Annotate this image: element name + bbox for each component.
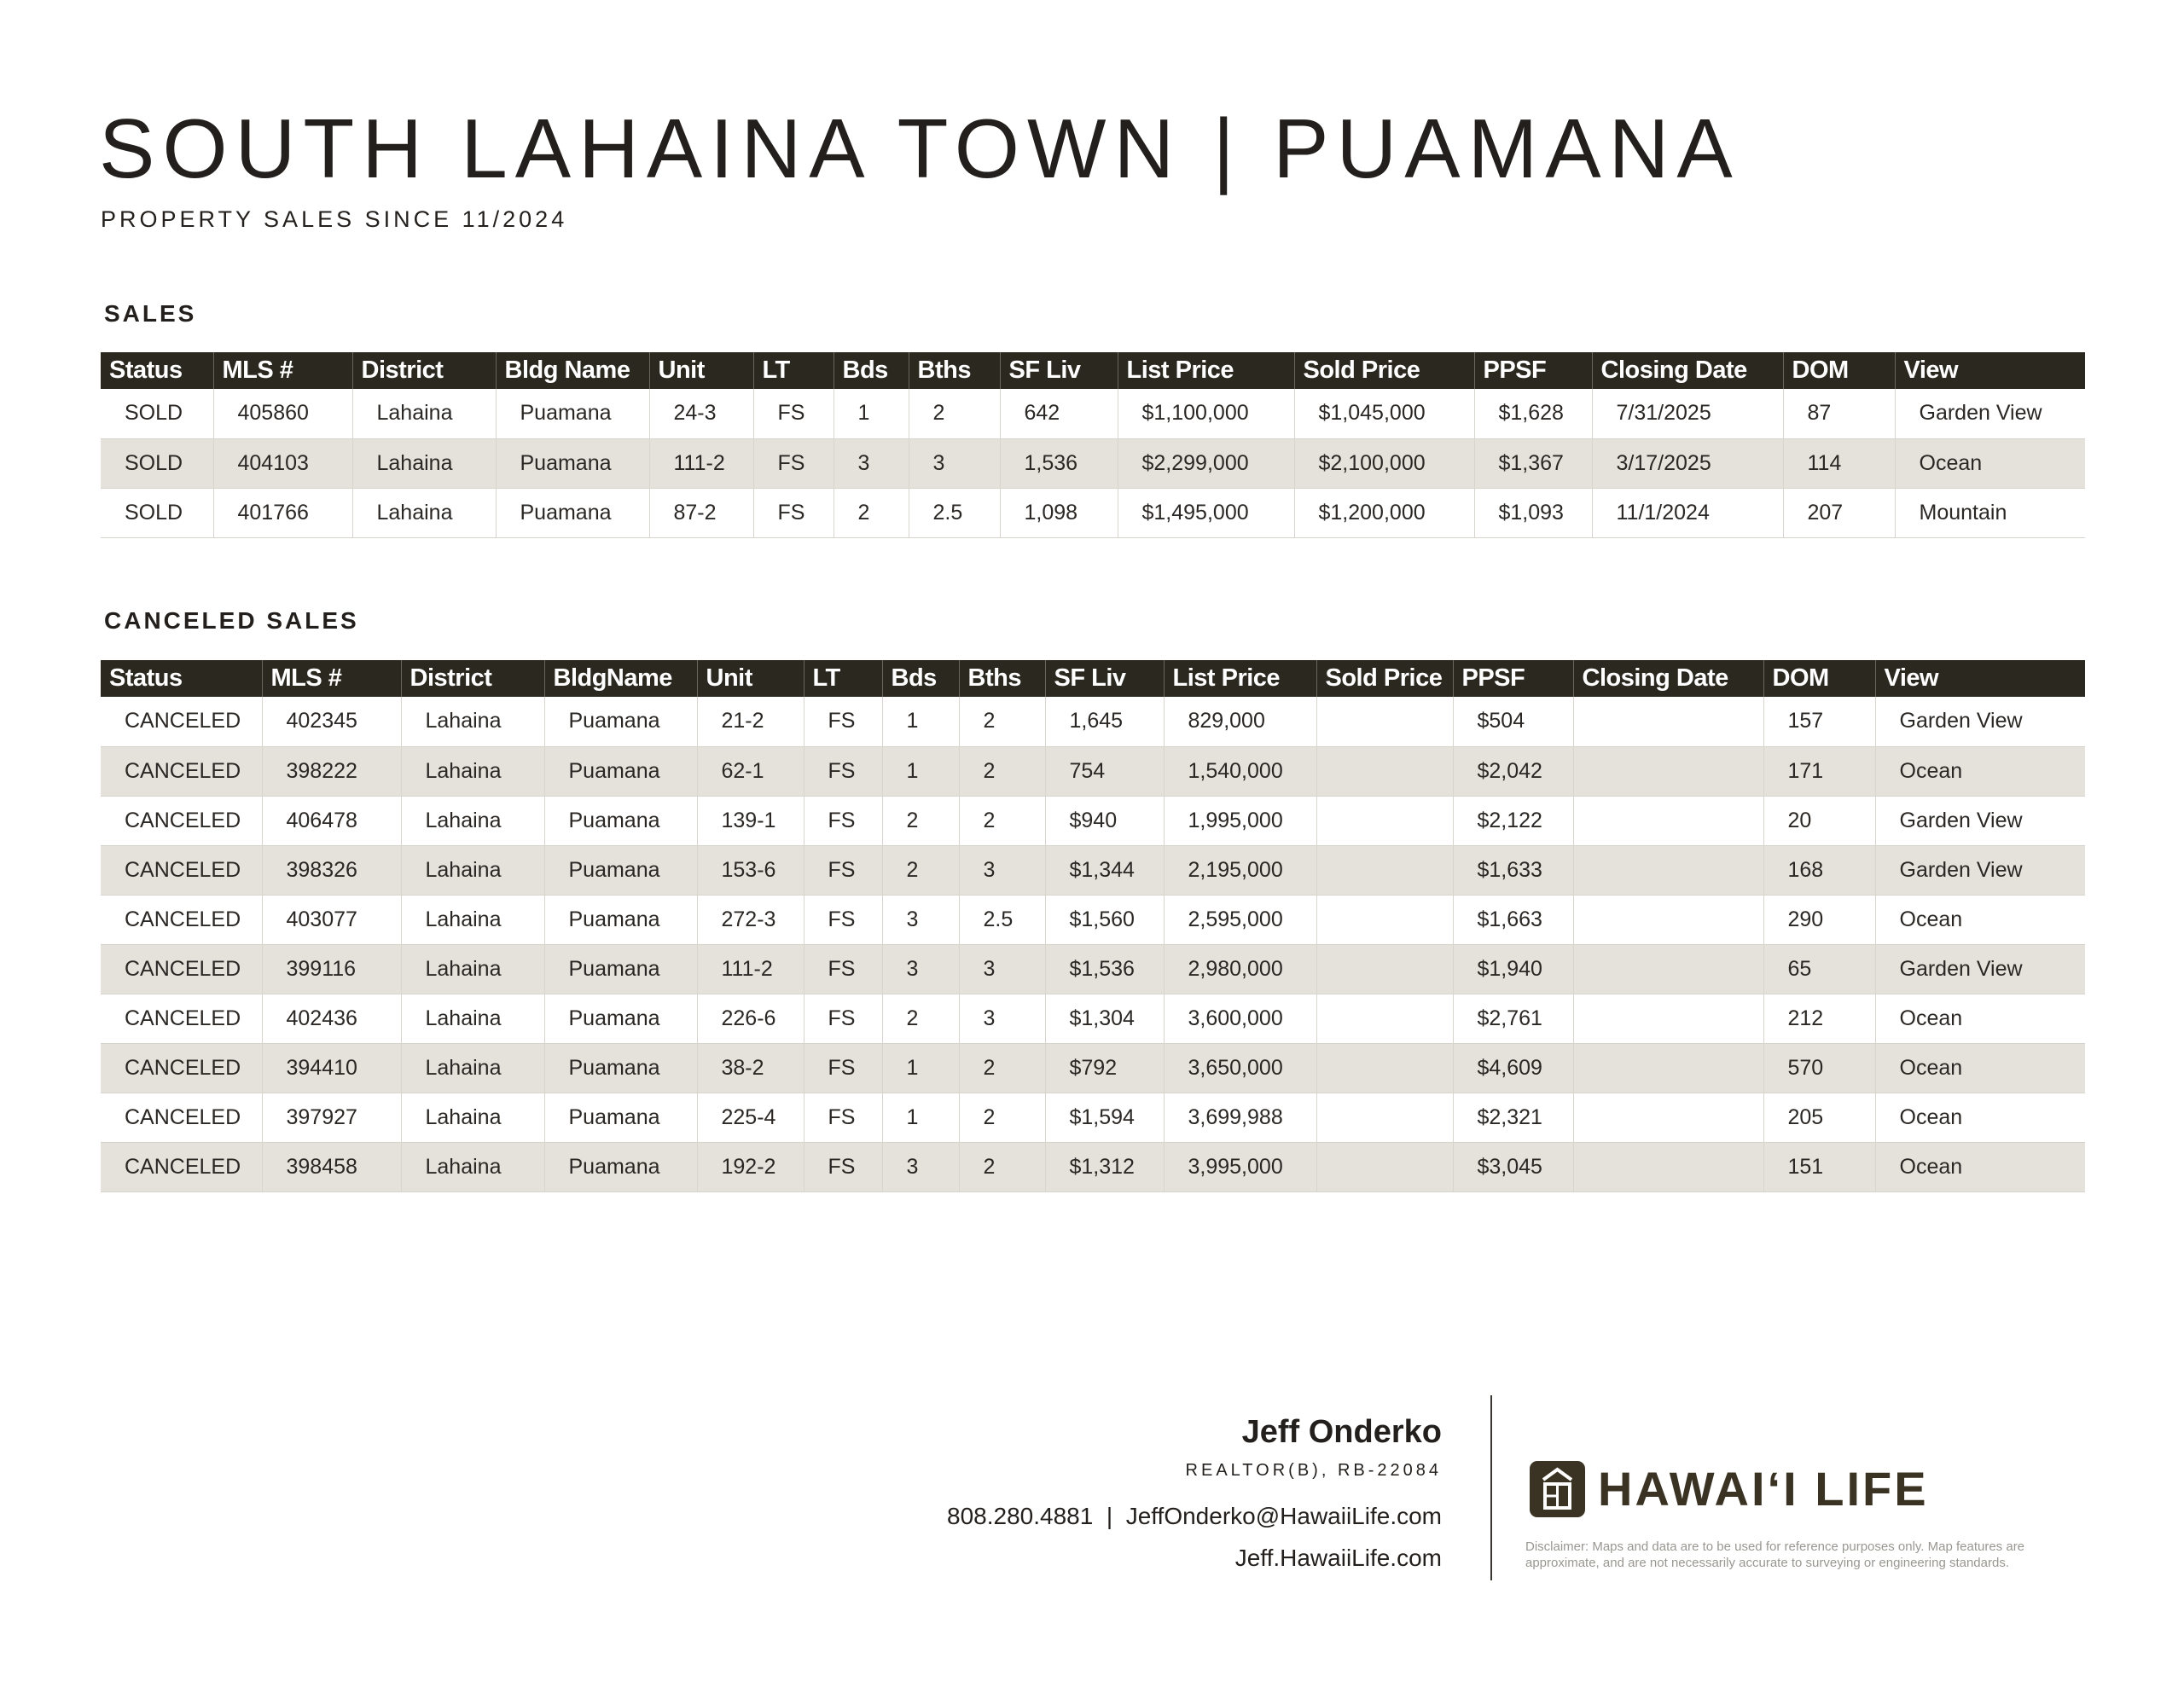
table-cell [1316, 1043, 1453, 1093]
hawaii-life-house-icon [1530, 1461, 1585, 1517]
table-row [101, 389, 2085, 438]
table-cell: $1,093 [1474, 488, 1592, 537]
table-cell: Lahaina [401, 1043, 544, 1093]
table-cell: $2,761 [1453, 994, 1573, 1043]
table-cell: 404103 [213, 438, 352, 488]
table-cell: Puamana [544, 944, 697, 994]
table-cell: 3 [882, 1142, 959, 1191]
table-cell: 1,995,000 [1164, 796, 1316, 845]
canceled-section-title: CANCELED SALES [104, 607, 359, 634]
agent-name: Jeff Onderko [1241, 1414, 1442, 1450]
table-cell: $792 [1045, 1043, 1164, 1093]
table-row [101, 796, 2085, 845]
table-cell: $4,609 [1453, 1043, 1573, 1093]
table-cell: CANCELED [125, 709, 241, 733]
table-cell [1573, 1142, 1763, 1191]
table-cell: 2 [959, 1142, 1045, 1191]
table-cell: 2 [959, 796, 1045, 845]
table-cell: 1 [882, 1043, 959, 1093]
table-cell: 401766 [213, 488, 352, 537]
table-cell [1316, 697, 1453, 746]
table-row [101, 746, 2085, 796]
hawaii-life-logo: HAWAI‘I LIFE [1598, 1462, 1929, 1516]
table-cell: Puamana [544, 1043, 697, 1093]
table-row [101, 1043, 2085, 1093]
table-cell: 1 [834, 389, 909, 438]
column-header: SF Liv [1045, 660, 1164, 697]
table-cell: CANCELED [101, 944, 262, 994]
table-cell: 151 [1763, 1142, 1875, 1191]
table-cell: Garden View [1875, 845, 2085, 895]
table-cell: 111-2 [697, 944, 804, 994]
table-cell: 3,650,000 [1164, 1043, 1316, 1093]
table-cell: 207 [1783, 488, 1895, 537]
table-cell: FS [804, 1043, 882, 1093]
table-row [101, 488, 2085, 537]
table-header-row [101, 660, 2085, 697]
column-header: View [1895, 352, 2085, 389]
table-cell: $2,299,000 [1118, 438, 1294, 488]
table-cell [1573, 845, 1763, 895]
table-cell: 3,699,988 [1164, 1093, 1316, 1142]
table-cell: $1,594 [1045, 1093, 1164, 1142]
table-cell [1316, 796, 1453, 845]
column-header: View [1875, 660, 2085, 697]
table-cell [1573, 1043, 1763, 1093]
table-cell: Ocean [1875, 1142, 2085, 1191]
table-cell [1573, 994, 1763, 1043]
table-cell: 3/17/2025 [1592, 438, 1783, 488]
column-header: SF Liv [1000, 352, 1118, 389]
table-cell: Lahaina [401, 746, 544, 796]
table-cell: 829,000 [1164, 697, 1316, 746]
table-cell: 1,645 [1045, 697, 1164, 746]
column-header: PPSF [1474, 352, 1592, 389]
table-row [101, 994, 2085, 1043]
column-header: District [352, 352, 496, 389]
table-cell: $1,628 [1474, 389, 1592, 438]
table-cell: 212 [1763, 994, 1875, 1043]
table-cell: 403077 [262, 895, 401, 944]
table-cell: Ocean [1875, 1093, 2085, 1142]
table-cell [1573, 746, 1763, 796]
table-cell: 3 [882, 895, 959, 944]
table-cell: FS [804, 1093, 882, 1142]
table-cell: 3 [882, 944, 959, 994]
table-cell: $1,100,000 [1118, 389, 1294, 438]
canceled-sales-table [101, 660, 2085, 1192]
table-cell: 2 [882, 845, 959, 895]
table-cell: Ocean [1895, 438, 2085, 488]
table-cell: Garden View [1875, 796, 2085, 845]
agent-contact[interactable]: 808.280.4881 | JeffOnderko@HawaiiLife.com [947, 1503, 1442, 1529]
table-cell: Lahaina [401, 895, 544, 944]
table-cell: Lahaina [401, 796, 544, 845]
table-cell: Ocean [1875, 895, 2085, 944]
table-cell: 2,980,000 [1164, 944, 1316, 994]
table-cell [1573, 944, 1763, 994]
table-cell: CANCELED [125, 1006, 241, 1030]
column-header: Bths [959, 660, 1045, 697]
table-cell: $1,495,000 [1118, 488, 1294, 537]
table-cell: Lahaina [401, 1142, 544, 1191]
table-cell: 642 [1000, 389, 1118, 438]
column-header: Closing Date [1573, 660, 1763, 697]
table-cell: $940 [1045, 796, 1164, 845]
table-cell: $3,045 [1453, 1142, 1573, 1191]
page-title: SOUTH LAHAINA TOWN | PUAMANA [99, 101, 1740, 195]
table-cell: 405860 [213, 389, 352, 438]
table-cell: FS [804, 746, 882, 796]
table-cell: $2,122 [1453, 796, 1573, 845]
table-cell: 1 [882, 1093, 959, 1142]
column-header: DOM [1763, 660, 1875, 697]
table-cell: 205 [1763, 1093, 1875, 1142]
table-cell [1573, 796, 1763, 845]
table-cell: Ocean [1875, 746, 2085, 796]
disclaimer: Disclaimer: Maps and data are to be used for reference purposes only. Map features are approximate, and are not necessarily accurate to surveying or engineering standards. [1525, 1539, 2025, 1570]
table-cell: $1,312 [1045, 1142, 1164, 1191]
table-cell: 2 [834, 488, 909, 537]
sales-section-title: SALES [104, 300, 197, 327]
table-cell: 87-2 [649, 488, 753, 537]
table-cell: SOLD [125, 500, 183, 525]
table-cell: 3 [959, 845, 1045, 895]
table-cell: Lahaina [352, 488, 496, 537]
table-cell: $1,200,000 [1294, 488, 1474, 537]
column-header: District [401, 660, 544, 697]
table-cell: 1,098 [1000, 488, 1118, 537]
table-cell: $1,633 [1453, 845, 1573, 895]
table-cell: FS [804, 994, 882, 1043]
column-header: BldgName [544, 660, 697, 697]
column-header: List Price [1164, 660, 1316, 697]
table-cell: FS [804, 796, 882, 845]
table-cell: FS [804, 845, 882, 895]
column-header: MLS # [213, 352, 352, 389]
table-cell: 157 [1763, 697, 1875, 746]
table-cell: Puamana [544, 1093, 697, 1142]
table-cell: 3 [959, 994, 1045, 1043]
table-cell [1573, 895, 1763, 944]
table-cell: CANCELED [101, 746, 262, 796]
table-cell: CANCELED [125, 808, 241, 832]
table-cell: 3 [959, 944, 1045, 994]
table-cell: Lahaina [401, 697, 544, 746]
table-cell: 402345 [262, 697, 401, 746]
table-cell: 111-2 [649, 438, 753, 488]
column-header: Bds [882, 660, 959, 697]
table-cell: Puamana [544, 746, 697, 796]
table-cell: 168 [1763, 845, 1875, 895]
table-cell: 2,595,000 [1164, 895, 1316, 944]
table-cell: Lahaina [352, 438, 496, 488]
table-cell: Lahaina [352, 389, 496, 438]
table-cell: CANCELED [125, 1104, 241, 1129]
table-cell: Mountain [1895, 488, 2085, 537]
table-cell: 65 [1763, 944, 1875, 994]
table-cell: Puamana [544, 895, 697, 944]
table-cell: Puamana [496, 438, 649, 488]
table-cell: 2,195,000 [1164, 845, 1316, 895]
agent-license: REALTOR(B), RB-22084 [1185, 1461, 1442, 1480]
table-cell: 397927 [262, 1093, 401, 1142]
table-cell: 11/1/2024 [1592, 488, 1783, 537]
table-cell: 2.5 [959, 895, 1045, 944]
table-cell: $1,536 [1045, 944, 1164, 994]
column-header: MLS # [262, 660, 401, 697]
table-cell: $1,560 [1045, 895, 1164, 944]
column-header: Sold Price [1294, 352, 1474, 389]
table-cell: 398458 [262, 1142, 401, 1191]
column-header: LT [804, 660, 882, 697]
table-cell: Puamana [544, 994, 697, 1043]
table-cell: Puamana [544, 697, 697, 746]
column-header: DOM [1783, 352, 1895, 389]
table-cell: $1,663 [1453, 895, 1573, 944]
table-cell: 20 [1763, 796, 1875, 845]
table-cell: FS [804, 1142, 882, 1191]
column-header: Closing Date [1592, 352, 1783, 389]
table-cell: Puamana [544, 845, 697, 895]
table-cell: 406478 [262, 796, 401, 845]
table-cell: 2 [959, 1043, 1045, 1093]
table-cell [1316, 895, 1453, 944]
table-cell: CANCELED [101, 1142, 262, 1191]
table-cell: FS [753, 438, 834, 488]
table-cell: 114 [1783, 438, 1895, 488]
table-cell: $2,321 [1453, 1093, 1573, 1142]
table-cell: FS [804, 697, 882, 746]
table-cell: 87 [1783, 389, 1895, 438]
table-cell: 2 [959, 1093, 1045, 1142]
page-subtitle: PROPERTY SALES SINCE 11/2024 [101, 206, 568, 232]
table-cell: Puamana [496, 389, 649, 438]
table-cell: 3 [909, 438, 1000, 488]
table-cell: 3,600,000 [1164, 994, 1316, 1043]
table-cell: 24-3 [649, 389, 753, 438]
table-cell: $2,042 [1453, 746, 1573, 796]
table-cell: Lahaina [401, 1093, 544, 1142]
footer-divider [1490, 1395, 1492, 1580]
table-cell: 394410 [262, 1043, 401, 1093]
table-cell: 171 [1763, 746, 1875, 796]
table-cell: 7/31/2025 [1592, 389, 1783, 438]
table-cell: FS [753, 488, 834, 537]
table-cell: $1,304 [1045, 994, 1164, 1043]
table-cell: 272-3 [697, 895, 804, 944]
table-cell: Lahaina [401, 994, 544, 1043]
table-cell: 1,536 [1000, 438, 1118, 488]
table-row [101, 1093, 2085, 1142]
agent-website-link[interactable]: Jeff.HawaiiLife.com [1234, 1545, 1442, 1571]
table-cell [1316, 845, 1453, 895]
table-cell: 153-6 [697, 845, 804, 895]
table-cell: 3,995,000 [1164, 1142, 1316, 1191]
table-row [101, 895, 2085, 944]
table-cell: Puamana [544, 1142, 697, 1191]
table-cell: Puamana [544, 796, 697, 845]
table-header-row [101, 352, 2085, 389]
table-cell: 62-1 [697, 746, 804, 796]
table-cell: Ocean [1875, 994, 2085, 1043]
table-cell [1316, 944, 1453, 994]
table-cell: 754 [1045, 746, 1164, 796]
table-cell: 1 [882, 697, 959, 746]
table-cell: 399116 [262, 944, 401, 994]
table-cell: FS [804, 895, 882, 944]
column-header: Bldg Name [496, 352, 649, 389]
sales-table [101, 352, 2085, 538]
column-header: Bds [834, 352, 909, 389]
table-cell: 2.5 [909, 488, 1000, 537]
column-header: Status [101, 352, 213, 389]
table-cell: CANCELED [125, 907, 241, 931]
table-cell: Garden View [1895, 389, 2085, 438]
table-cell: CANCELED [101, 845, 262, 895]
table-row [101, 845, 2085, 895]
table-cell: 570 [1763, 1043, 1875, 1093]
table-cell: Lahaina [401, 845, 544, 895]
table-cell: $1,367 [1474, 438, 1592, 488]
table-cell: $2,100,000 [1294, 438, 1474, 488]
table-row [101, 1142, 2085, 1191]
column-header: LT [753, 352, 834, 389]
table-cell [1316, 1093, 1453, 1142]
table-cell: CANCELED [101, 1043, 262, 1093]
table-cell: 1 [882, 746, 959, 796]
table-cell: $1,045,000 [1294, 389, 1474, 438]
table-cell [1573, 1093, 1763, 1142]
column-header: List Price [1118, 352, 1294, 389]
table-row [101, 438, 2085, 488]
column-header: Bths [909, 352, 1000, 389]
table-row [101, 944, 2085, 994]
table-cell: 139-1 [697, 796, 804, 845]
table-cell: 402436 [262, 994, 401, 1043]
table-cell: 2 [882, 796, 959, 845]
table-cell: 290 [1763, 895, 1875, 944]
table-cell: SOLD [101, 438, 213, 488]
table-cell [1316, 1142, 1453, 1191]
table-cell: 398222 [262, 746, 401, 796]
table-cell: $1,940 [1453, 944, 1573, 994]
table-cell: Garden View [1875, 697, 2085, 746]
column-header: PPSF [1453, 660, 1573, 697]
table-cell: 3 [834, 438, 909, 488]
table-cell: FS [804, 944, 882, 994]
table-cell: FS [753, 389, 834, 438]
table-cell: 2 [909, 389, 1000, 438]
table-cell: 2 [882, 994, 959, 1043]
table-cell: Garden View [1875, 944, 2085, 994]
table-cell: 225-4 [697, 1093, 804, 1142]
column-header: Status [101, 660, 262, 697]
table-cell: $504 [1453, 697, 1573, 746]
table-cell: $1,344 [1045, 845, 1164, 895]
table-cell: 1,540,000 [1164, 746, 1316, 796]
table-cell: 2 [959, 697, 1045, 746]
table-cell: 38-2 [697, 1043, 804, 1093]
table-cell [1573, 697, 1763, 746]
table-cell: Ocean [1875, 1043, 2085, 1093]
table-cell: 21-2 [697, 697, 804, 746]
table-row [101, 697, 2085, 746]
table-cell: Puamana [496, 488, 649, 537]
table-cell: 226-6 [697, 994, 804, 1043]
table-cell [1316, 994, 1453, 1043]
table-cell: Lahaina [401, 944, 544, 994]
column-header: Sold Price [1316, 660, 1453, 697]
column-header: Unit [697, 660, 804, 697]
column-header: Unit [649, 352, 753, 389]
table-cell: 398326 [262, 845, 401, 895]
table-cell: 2 [959, 746, 1045, 796]
table-cell: SOLD [125, 401, 183, 426]
table-cell [1316, 746, 1453, 796]
table-cell: 192-2 [697, 1142, 804, 1191]
